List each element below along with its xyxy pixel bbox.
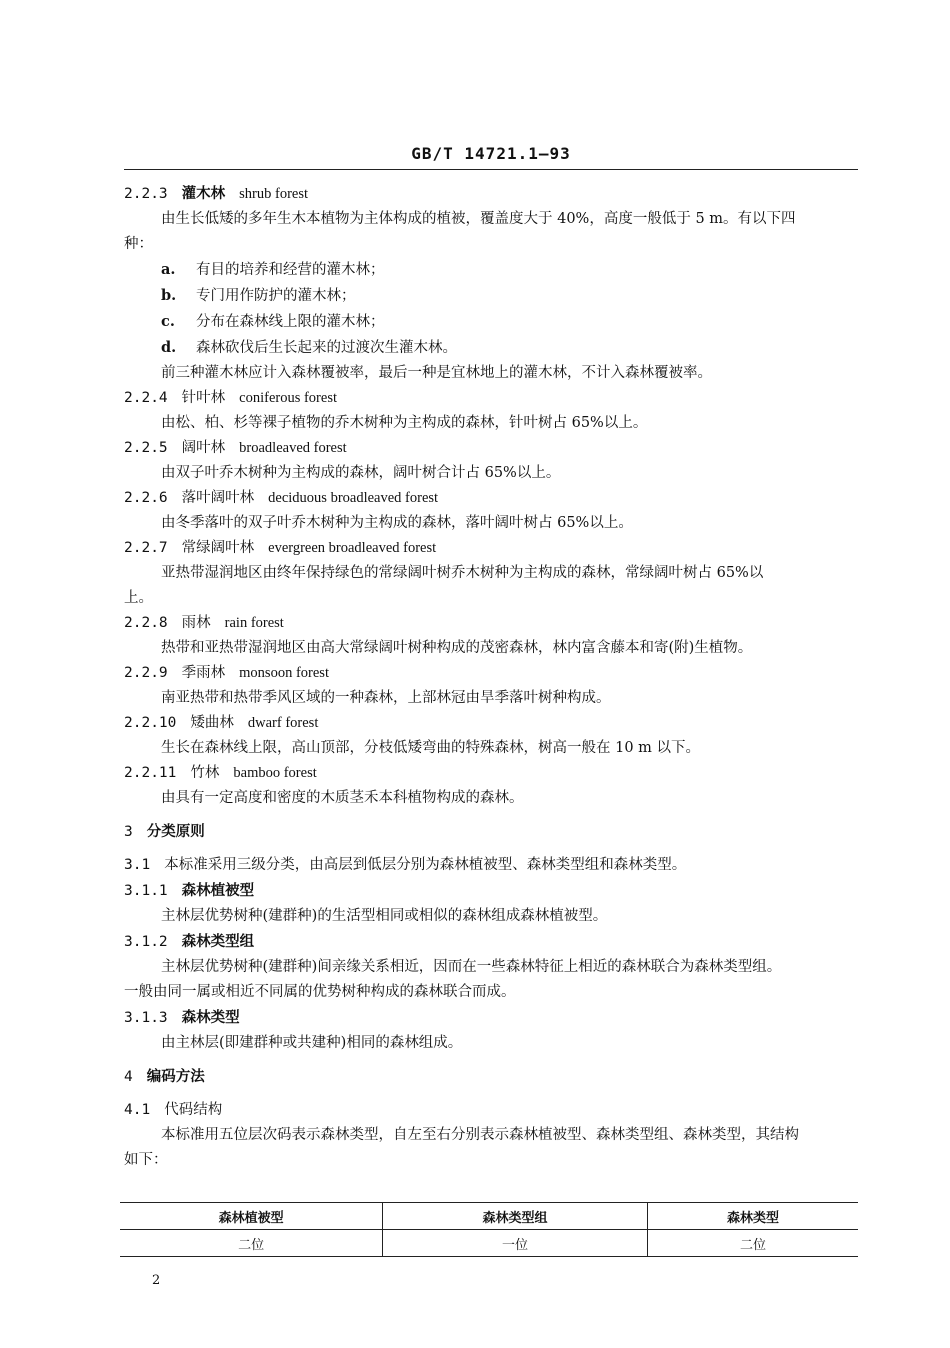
- clause-number: 2.2.8: [124, 615, 168, 631]
- clause-description: 由冬季落叶的双子叶乔木树种为主构成的森林，落叶阔叶树占 65%以上。: [161, 515, 633, 531]
- standard-header: GB/T 14721.1—93: [411, 144, 571, 163]
- list-item: [124, 335, 860, 361]
- clause-term-zh: 落叶阔叶林: [181, 490, 255, 506]
- section-number: 4: [124, 1069, 133, 1085]
- clause-term-zh: 矮曲林: [190, 715, 234, 731]
- clause-description: 主林层优势树种(建群种)间亲缘关系相近，因而在一些森林特征上相近的森林联合为森林类型组。: [161, 959, 782, 975]
- page-number: 2: [152, 1273, 161, 1288]
- clause-description: 生长在森林线上限，高山顶部，分枝低矮弯曲的特殊森林，树高一般在 10 m 以下。: [161, 740, 701, 756]
- clause-heading: [124, 661, 860, 686]
- clause-number: 2.2.11: [124, 765, 177, 781]
- clause-description: 主林层优势树种(建群种)的生活型相同或相似的森林组成森林植被型。: [161, 908, 608, 924]
- clause-heading: [124, 386, 860, 411]
- clause-number: 3.1.3: [124, 1010, 168, 1026]
- clause-description-cont: 如下：: [124, 1152, 168, 1168]
- clause-description: 本标准用五位层次码表示森林类型，自左至右分别表示森林植被型、森林类型组、森林类型，其结构: [161, 1127, 799, 1143]
- clause-term-en: coniferous forest: [239, 390, 337, 406]
- clause-term-en: bamboo forest: [233, 765, 317, 781]
- clause-description: 由双子叶乔木树种为主构成的森林，阔叶树合计占 65%以上。: [161, 465, 561, 481]
- clause-heading: [124, 761, 860, 786]
- clause-term-en: rain forest: [224, 615, 284, 631]
- table-header-row: [120, 1203, 858, 1230]
- clause-heading: [124, 536, 860, 561]
- clause-number: 2.2.7: [124, 540, 168, 556]
- clause-number: 2.2.9: [124, 665, 168, 681]
- clause-term-zh: 竹林: [190, 765, 220, 781]
- clause-title: 森林类型组: [181, 933, 255, 950]
- clause-title: 森林类型: [181, 1009, 240, 1026]
- clause-heading: [124, 611, 860, 636]
- clause-title: 森林植被型: [181, 882, 255, 899]
- clause-term-zh: 灌木林: [181, 185, 226, 202]
- clause-title: 代码结构: [164, 1102, 223, 1118]
- clause-description: 由具有一定高度和密度的木质茎禾本科植物构成的森林。: [161, 790, 524, 806]
- section-heading: [124, 1064, 860, 1090]
- table-cell: 二位: [647, 1230, 858, 1257]
- clause-description: 热带和亚热带湿润地区由高大常绿阔叶树种构成的茂密森林，林内富含藤本和寄(附)生植物。: [161, 640, 753, 656]
- clause-description: 由主林层(即建群种或共建种)相同的森林组成。: [161, 1035, 463, 1051]
- table-cell: 一位: [383, 1230, 648, 1257]
- list-text: 有目的培养和经营的灌木林；: [196, 262, 385, 278]
- clause-term-en: evergreen broadleaved forest: [268, 540, 437, 556]
- clause-term-en: monsoon forest: [239, 665, 329, 681]
- list-marker: d.: [161, 339, 177, 356]
- clause-number: 2.2.6: [124, 490, 168, 506]
- clause-heading: [124, 181, 860, 207]
- clause-note: 前三种灌木林应计入森林覆被率，最后一种是宜林地上的灌木林，不计入森林覆被率。: [161, 365, 712, 381]
- section-number: 3: [124, 824, 133, 840]
- column-header: 森林植被型: [120, 1203, 383, 1230]
- clause-heading: [124, 1098, 860, 1123]
- clause-term-en: broadleaved forest: [239, 440, 347, 456]
- clause-heading: [124, 878, 860, 904]
- clause-term-en: dwarf forest: [247, 715, 319, 731]
- column-header: 森林类型组: [383, 1203, 648, 1230]
- clause-description-cont: 种：: [124, 236, 153, 252]
- header-rule: [124, 169, 858, 170]
- clause-paragraph: [124, 853, 860, 878]
- code-structure-table: [120, 1202, 858, 1257]
- clause-term-zh: 常绿阔叶林: [181, 540, 255, 556]
- list-marker: b.: [161, 287, 177, 304]
- clause-term-zh: 雨林: [181, 615, 211, 631]
- clause-heading: [124, 711, 860, 736]
- section-heading: [124, 819, 860, 845]
- clause-text: 本标准采用三级分类，由高层到低层分别为森林植被型、森林类型组和森林类型。: [164, 857, 687, 873]
- clause-description: 由生长低矮的多年生木本植物为主体构成的植被，覆盖度大于 40%，高度一般低于 5 m。有以下四: [161, 211, 796, 227]
- list-marker: a.: [161, 261, 176, 278]
- clause-term-en: shrub forest: [239, 186, 309, 202]
- list-item: [124, 309, 860, 335]
- list-text: 专门用作防护的灌木林；: [196, 288, 356, 304]
- section-title: 编码方法: [146, 1068, 205, 1085]
- clause-number: 2.2.10: [124, 715, 177, 731]
- clause-term-zh: 季雨林: [181, 665, 226, 681]
- clause-number: 3.1: [124, 857, 151, 873]
- list-item: [124, 257, 860, 283]
- list-text: 森林砍伐后生长起来的过渡次生灌木林。: [196, 340, 457, 356]
- clause-description-cont: 一般由同一属或相近不同属的优势树种构成的森林联合而成。: [124, 984, 516, 1000]
- clause-heading: [124, 436, 860, 461]
- clause-number: 3.1.2: [124, 934, 168, 950]
- clause-heading: [124, 486, 860, 511]
- clause-description: 南亚热带和热带季风区域的一种森林，上部林冠由旱季落叶树种构成。: [161, 690, 611, 706]
- section-title: 分类原则: [146, 823, 205, 840]
- document-body: [124, 181, 860, 1173]
- clause-term-zh: 针叶林: [181, 390, 226, 406]
- clause-term-en: deciduous broadleaved forest: [268, 490, 439, 506]
- clause-number: 2.2.4: [124, 390, 168, 406]
- list-item: [124, 283, 860, 309]
- clause-number: 4.1: [124, 1102, 151, 1118]
- clause-description-cont: 上。: [124, 590, 153, 606]
- table-row: [120, 1230, 858, 1257]
- clause-heading: [124, 929, 860, 955]
- list-text: 分布在森林线上限的灌木林；: [196, 314, 385, 330]
- clause-heading: [124, 1005, 860, 1031]
- list-marker: c.: [161, 313, 175, 330]
- clause-number: 3.1.1: [124, 883, 168, 899]
- clause-number: 2.2.3: [124, 186, 168, 202]
- clause-number: 2.2.5: [124, 440, 168, 456]
- clause-description: 由松、柏、杉等裸子植物的乔木树种为主构成的森林，针叶树占 65%以上。: [161, 415, 648, 431]
- clause-description: 亚热带湿润地区由终年保持绿色的常绿阔叶树乔木树种为主构成的森林，常绿阔叶树占 65%以: [161, 565, 764, 581]
- clause-term-zh: 阔叶林: [181, 440, 226, 456]
- column-header: 森林类型: [647, 1203, 858, 1230]
- table-cell: 二位: [120, 1230, 383, 1257]
